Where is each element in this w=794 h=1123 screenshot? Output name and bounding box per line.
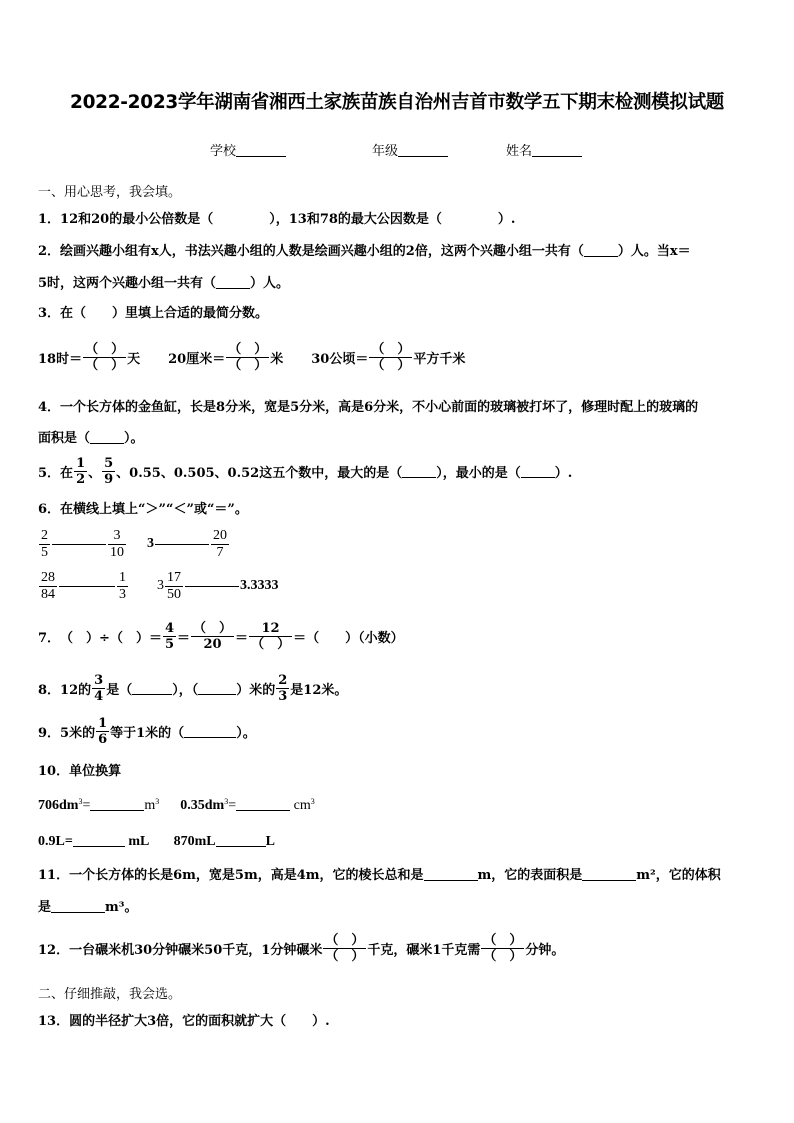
q7-text-b: （ ）（小数） bbox=[306, 630, 404, 646]
q10-a2-unit-exp: 3 bbox=[310, 797, 315, 806]
q5-number: 5． bbox=[38, 465, 61, 481]
question-7 bbox=[38, 614, 404, 658]
q6-r2-a-den: 84 bbox=[41, 586, 55, 602]
q6-r1-d-num: 20 bbox=[213, 527, 227, 543]
q13-number: 13． bbox=[38, 1014, 70, 1029]
q7-number: 7． bbox=[38, 630, 61, 646]
q7-equals-2: ＝ bbox=[177, 630, 191, 646]
q10-text: 单位换算 bbox=[69, 764, 122, 779]
question-4-line-1 bbox=[38, 396, 698, 415]
q5-text-d: ）. bbox=[554, 465, 573, 481]
q11-text-c: m²，它的体积 bbox=[636, 868, 721, 883]
q8-text-a: 12的 bbox=[60, 682, 92, 698]
q6-r1-a-den: 5 bbox=[41, 544, 48, 560]
q8-f2-num: 2 bbox=[278, 672, 288, 688]
q6-r2-c-num: 17 bbox=[167, 569, 181, 585]
name-label: 姓名 bbox=[506, 144, 533, 159]
q6-r2-fraction-b bbox=[117, 570, 128, 603]
school-field bbox=[210, 140, 286, 159]
q3-item-1-label: 18时＝ bbox=[38, 351, 83, 367]
q7-equals-4: ＝ bbox=[293, 630, 307, 646]
q5-separator: 、 bbox=[88, 465, 102, 481]
q8-text-c: ），（ bbox=[172, 682, 199, 698]
q12-f1-den: （ ） bbox=[325, 948, 365, 964]
q3-f3-num: （ ） bbox=[371, 341, 411, 357]
q7-f2-den: 20 bbox=[203, 636, 222, 652]
q10-b1-unit: mL bbox=[128, 834, 149, 849]
q11-blank-2[interactable] bbox=[582, 867, 636, 881]
question-6-row-1 bbox=[38, 522, 230, 566]
question-6-row-2 bbox=[38, 564, 279, 608]
q6-r1-whole: 3 bbox=[147, 536, 154, 551]
q6-r2-blank-2[interactable] bbox=[185, 586, 239, 587]
q12-text-a: 一台碾米机30分钟碾米50千克，1分钟碾米 bbox=[69, 942, 323, 958]
q4-text-b: 面积是（ bbox=[38, 431, 91, 446]
q12-fraction-1[interactable] bbox=[323, 933, 366, 964]
q9-fraction bbox=[96, 716, 109, 747]
q8-number: 8． bbox=[38, 682, 61, 698]
q6-r1-a-num: 2 bbox=[41, 527, 48, 543]
q7-f1-num: 4 bbox=[164, 620, 175, 636]
name-field bbox=[506, 140, 582, 159]
q5-blank-1[interactable] bbox=[402, 464, 436, 478]
q3-item-1-unit: 天 bbox=[127, 351, 141, 367]
q11-blank-1[interactable] bbox=[424, 867, 478, 881]
q2-text-d: ）人。 bbox=[250, 276, 290, 291]
grade-blank[interactable] bbox=[398, 143, 448, 157]
q2-blank-2[interactable] bbox=[216, 275, 250, 289]
q11-text-b: m，它的表面积是 bbox=[477, 868, 583, 883]
q7-fraction-3[interactable] bbox=[249, 621, 292, 652]
q6-r2-whole: 3 bbox=[157, 578, 164, 593]
question-5 bbox=[38, 450, 572, 492]
q10-a2-blank[interactable] bbox=[236, 796, 290, 811]
q11-number: 11． bbox=[38, 868, 70, 883]
page-title: 2022-2023学年湖南省湘西土家族苗族自治州吉首市数学五下期末检测模拟试题 bbox=[70, 92, 724, 113]
question-3-items bbox=[38, 334, 465, 380]
q10-b2-unit: L bbox=[265, 834, 275, 849]
q11-blank-3[interactable] bbox=[51, 899, 105, 913]
q2-text-b: ）人。当x＝ bbox=[617, 244, 691, 259]
q5-text-b: 、0.55、0.505、0.52这五个数中，最大的是（ bbox=[116, 465, 403, 481]
q3-number: 3． bbox=[38, 306, 61, 321]
q12-number: 12． bbox=[38, 942, 70, 958]
question-1 bbox=[38, 208, 515, 227]
q9-text-b: 等于1米的（ bbox=[110, 725, 185, 741]
q8-fraction-1 bbox=[92, 673, 105, 704]
question-11-line-2 bbox=[38, 896, 137, 915]
q13-text: 圆的半径扩大3倍，它的面积就扩大（ ）. bbox=[69, 1014, 330, 1029]
q5-f1-num: 1 bbox=[76, 455, 86, 471]
question-4-line-2 bbox=[38, 427, 144, 446]
section-1-heading: 一、用心思考，我会填。 bbox=[38, 185, 182, 200]
q2-text-c: 5时，这两个兴趣小组一共有（ bbox=[38, 276, 217, 291]
question-10 bbox=[38, 760, 121, 779]
q6-number: 6． bbox=[38, 502, 61, 517]
q12-f1-num: （ ） bbox=[325, 932, 365, 948]
q10-a1-unit: m bbox=[144, 798, 156, 813]
q6-r2-a-num: 28 bbox=[41, 569, 55, 585]
q10-b2-value: 870mL bbox=[173, 834, 216, 849]
q7-text-a: （ ）÷（ ） bbox=[60, 630, 149, 646]
grade-field bbox=[372, 140, 448, 159]
q9-f-num: 1 bbox=[98, 715, 108, 731]
q6-r2-fraction-a bbox=[39, 570, 57, 603]
q3-fraction-3[interactable] bbox=[369, 342, 412, 373]
q10-number: 10． bbox=[38, 764, 70, 779]
question-3 bbox=[38, 302, 268, 321]
q3-f2-num: （ ） bbox=[228, 341, 268, 357]
q8-text-d: ）米的 bbox=[236, 682, 276, 698]
q9-f-den: 6 bbox=[98, 731, 108, 747]
q1-text-a: 12和20的最小公倍数是（ bbox=[60, 212, 214, 227]
q6-r2-b-num: 1 bbox=[119, 569, 126, 585]
q6-r2-fraction-c bbox=[165, 570, 183, 603]
q3-text: 在（ ）里填上合适的最简分数。 bbox=[60, 306, 269, 321]
q12-text-b: 千克，碾米1千克需 bbox=[367, 942, 481, 958]
q11-text-d: 是 bbox=[38, 900, 52, 915]
q3-f3-den: （ ） bbox=[371, 357, 411, 373]
q3-item-2-label: 20厘米＝ bbox=[168, 351, 226, 367]
q6-r1-d-den: 7 bbox=[216, 544, 224, 560]
q6-r2-b-den: 3 bbox=[119, 586, 126, 602]
q7-f2-num: （ ） bbox=[193, 620, 233, 636]
school-blank[interactable] bbox=[236, 143, 286, 157]
q4-blank[interactable] bbox=[90, 430, 124, 444]
q10-b1-value: 0.9L= bbox=[38, 834, 73, 849]
q10-a2-value: 0.35dm bbox=[180, 798, 225, 813]
q6-r1-blank-1[interactable] bbox=[52, 544, 106, 545]
school-label: 学校 bbox=[210, 144, 237, 159]
q4-text-c: ）。 bbox=[124, 431, 144, 446]
q1-blank-1[interactable] bbox=[213, 212, 269, 225]
name-blank[interactable] bbox=[532, 143, 582, 157]
q3-item-3-unit: 平方千米 bbox=[413, 351, 466, 367]
question-10-row-1 bbox=[38, 796, 315, 814]
q10-a1-exp: 3 bbox=[78, 797, 83, 806]
question-12 bbox=[38, 926, 564, 970]
q1-blank-2[interactable] bbox=[442, 212, 498, 225]
q5-f2-den: 9 bbox=[104, 471, 114, 487]
q7-f3-den: （ ） bbox=[251, 636, 291, 652]
q5-blank-2[interactable] bbox=[521, 464, 555, 478]
question-8 bbox=[38, 666, 347, 710]
q10-a2-eq: = bbox=[228, 798, 237, 813]
q3-item-3-label: 30公顷＝ bbox=[311, 351, 369, 367]
q11-text-a: 一个长方体的长是6m，宽是5m，高是4m，它的棱长总和是 bbox=[69, 868, 424, 883]
q6-r2-blank-1[interactable] bbox=[59, 586, 115, 587]
q3-item-2-unit: 米 bbox=[270, 351, 284, 367]
q10-a2-unit: cm bbox=[293, 798, 311, 813]
q8-f1-num: 3 bbox=[94, 672, 104, 688]
q8-blank-2[interactable] bbox=[198, 681, 236, 695]
question-2-line-1 bbox=[38, 240, 691, 259]
q8-f2-den: 3 bbox=[278, 688, 288, 704]
section-2-heading: 二、仔细推敲，我会选。 bbox=[38, 987, 182, 1002]
q12-fraction-2[interactable] bbox=[481, 933, 524, 964]
q8-f1-den: 4 bbox=[94, 688, 104, 704]
q3-f1-num: （ ） bbox=[85, 341, 125, 357]
question-13 bbox=[38, 1010, 330, 1029]
q6-r1-fraction-d bbox=[211, 528, 229, 561]
q10-a1-blank[interactable] bbox=[90, 796, 144, 811]
q6-r1-b-den: 10 bbox=[110, 544, 124, 560]
q7-fraction-1 bbox=[163, 621, 176, 652]
q6-r2-value: 3.3333 bbox=[240, 578, 279, 593]
q3-f1-den: （ ） bbox=[85, 357, 125, 373]
q5-f1-den: 2 bbox=[76, 471, 86, 487]
q8-text-e: 是12米。 bbox=[290, 682, 348, 698]
q10-b1-blank[interactable] bbox=[73, 832, 125, 847]
q1-text-c: ）. bbox=[497, 212, 516, 227]
q6-text: 在横线上填上“＞”“＜”或“＝”。 bbox=[60, 502, 248, 517]
q5-fraction-2 bbox=[102, 456, 115, 487]
q4-number: 4． bbox=[38, 400, 61, 415]
q3-f2-den: （ ） bbox=[228, 357, 268, 373]
question-9 bbox=[38, 709, 256, 753]
q12-f2-num: （ ） bbox=[483, 932, 523, 948]
q6-r1-blank-2[interactable] bbox=[155, 544, 209, 545]
q8-blank-1[interactable] bbox=[132, 681, 172, 695]
q11-text-e: m³。 bbox=[105, 900, 138, 915]
q10-a2-exp: 3 bbox=[224, 797, 229, 806]
question-11-line-1 bbox=[38, 864, 721, 883]
q7-equals-1: ＝ bbox=[148, 630, 162, 646]
q3-fraction-1[interactable] bbox=[83, 342, 126, 373]
q8-fraction-2 bbox=[276, 673, 289, 704]
q3-fraction-2[interactable] bbox=[226, 342, 269, 373]
q2-number: 2． bbox=[38, 244, 61, 259]
q1-text-b: ），13和78的最大公因数是（ bbox=[269, 212, 442, 227]
q5-fraction-1 bbox=[74, 456, 87, 487]
q10-b2-blank[interactable] bbox=[216, 832, 266, 847]
q2-text-a: 绘画兴趣小组有x人，书法兴趣小组的人数是绘画兴趣小组的2倍，这两个兴趣小组一共有（ bbox=[60, 244, 584, 259]
q5-f2-num: 5 bbox=[104, 455, 114, 471]
q6-r1-b-num: 3 bbox=[108, 528, 126, 545]
question-6 bbox=[38, 498, 248, 517]
q7-f3-num: 12 bbox=[249, 621, 292, 637]
q12-f2-den: （ ） bbox=[483, 948, 523, 964]
q4-text-a: 一个长方体的金鱼缸，长是8分米，宽是5分米，高是6分米，不小心前面的玻璃被打坏了，修理时配上的玻璃的 bbox=[60, 400, 699, 415]
q5-text-c: ），最小的是（ bbox=[436, 465, 521, 481]
q9-number: 9． bbox=[38, 725, 61, 741]
q6-r2-c-den: 50 bbox=[167, 586, 181, 602]
q10-a1-unit-exp: 3 bbox=[155, 797, 160, 806]
q1-number: 1． bbox=[38, 212, 61, 227]
q10-a1-eq: = bbox=[82, 798, 91, 813]
question-2-line-2 bbox=[38, 272, 289, 291]
q9-text-c: ）。 bbox=[236, 725, 256, 741]
q5-text-a: 在 bbox=[60, 465, 74, 481]
q7-f1-den: 5 bbox=[164, 636, 175, 652]
q6-r1-fraction-a bbox=[39, 528, 50, 561]
grade-label: 年级 bbox=[372, 144, 399, 159]
q2-blank-1[interactable] bbox=[584, 243, 618, 257]
q7-equals-3: ＝ bbox=[235, 630, 249, 646]
question-10-row-2 bbox=[38, 832, 275, 850]
q8-text-b: 是（ bbox=[106, 682, 133, 698]
q6-r1-fraction-b bbox=[108, 528, 126, 561]
q10-a1-value: 706dm bbox=[38, 798, 79, 813]
q12-text-c: 分钟。 bbox=[525, 942, 565, 958]
q7-fraction-2[interactable] bbox=[191, 621, 234, 652]
q9-text-a: 5米的 bbox=[60, 725, 96, 741]
q9-blank[interactable] bbox=[184, 724, 236, 738]
